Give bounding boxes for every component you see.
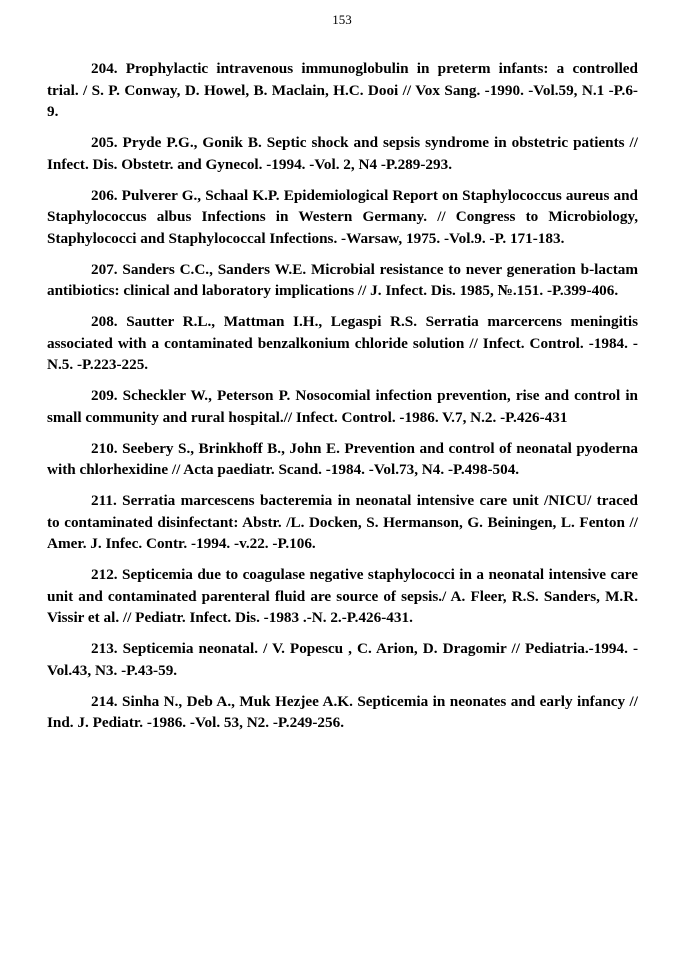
reference-item: 205. Pryde P.G., Gonik B. Septic shock and sepsis syndrome in obstetric patients // Infect. Dis. Obstetr. and Gynecol. -1994. -Vol. 2, N4 -P.289-293. <box>47 134 638 173</box>
reference-item: 213. Septicemia neonatal. / V. Popescu , C. Arion, D. Dragomir // Pediatria.-1994. -Vol.43, N3. -P.43-59. <box>47 640 638 679</box>
reference-item: 212. Septicemia due to coagulase negative staphylococci in a neonatal intensive care unit and contaminated parenteral fluid are source of sepsis./ A. Fleer, R.S. Sanders, M.R. Vissir et al. // Pediatr. Infect. Dis. -1983 .-N. 2.-P.426-431. <box>47 566 638 626</box>
reference-item: 204. Prophylactic intravenous immunoglobulin in preterm infants: a controlled trial. / S. P. Conway, D. Howel, B. Maclain, H.C. Dooi // Vox Sang. -1990. -Vol.59, N.1 -P.6-9. <box>47 60 638 120</box>
reference-item: 207. Sanders C.C., Sanders W.E. Microbial resistance to never generation b-lactam antibiotics: clinical and laboratory implications // J. Infect. Dis. 1985, №.151. -P.399-406. <box>47 260 638 299</box>
reference-item: 209. Scheckler W., Peterson P. Nosocomial infection prevention, rise and control in small community and rural hospital.// Infect. Control. -1986. V.7, N.2. -P.426-431 <box>47 387 638 426</box>
reference-item: 206. Pulverer G., Schaal K.P. Epidemiological Report on Staphylococcus aureus and Staphylococcus albus Infections in Western Germany. // Congress to Microbiology, Staphylococci and Staphylococcal Infections. -Warsaw, 1975. -Vol.9. -P. 171-183. <box>47 186 638 247</box>
reference-list <box>47 58 638 743</box>
reference-item: 208. Sautter R.L., Mattman I.H., Legaspi R.S. Serratia marcercens meningitis associated with a contaminated benzalkonium chloride solution // Infect. Control. -1984. -N.5. -P.223-225. <box>47 313 638 373</box>
reference-item: 214. Sinha N., Deb A., Muk Hezjee A.K. Septicemia in neonates and early infancy // Ind. J. Pediatr. -1986. -Vol. 53, N2. -P.249-256. <box>47 692 638 731</box>
reference-item: 210. Seebery S., Brinkhoff B., John E. Prevention and control of neonatal pyoderna with chlorhexidine // Acta paediatr. Scand. -1984. -Vol.73, N4. -P.498-504. <box>47 439 638 478</box>
reference-item: 211. Serratia marcescens bacteremia in neonatal intensive care unit /NICU/ traced to contaminated disinfectant: Abstr. /L. Docken, S. Hermanson, G. Beiningen, L. Fenton // Amer. J. Infec. Contr. -1994. -v.22. -P.106. <box>47 492 638 552</box>
page-number: 153 <box>332 12 352 27</box>
